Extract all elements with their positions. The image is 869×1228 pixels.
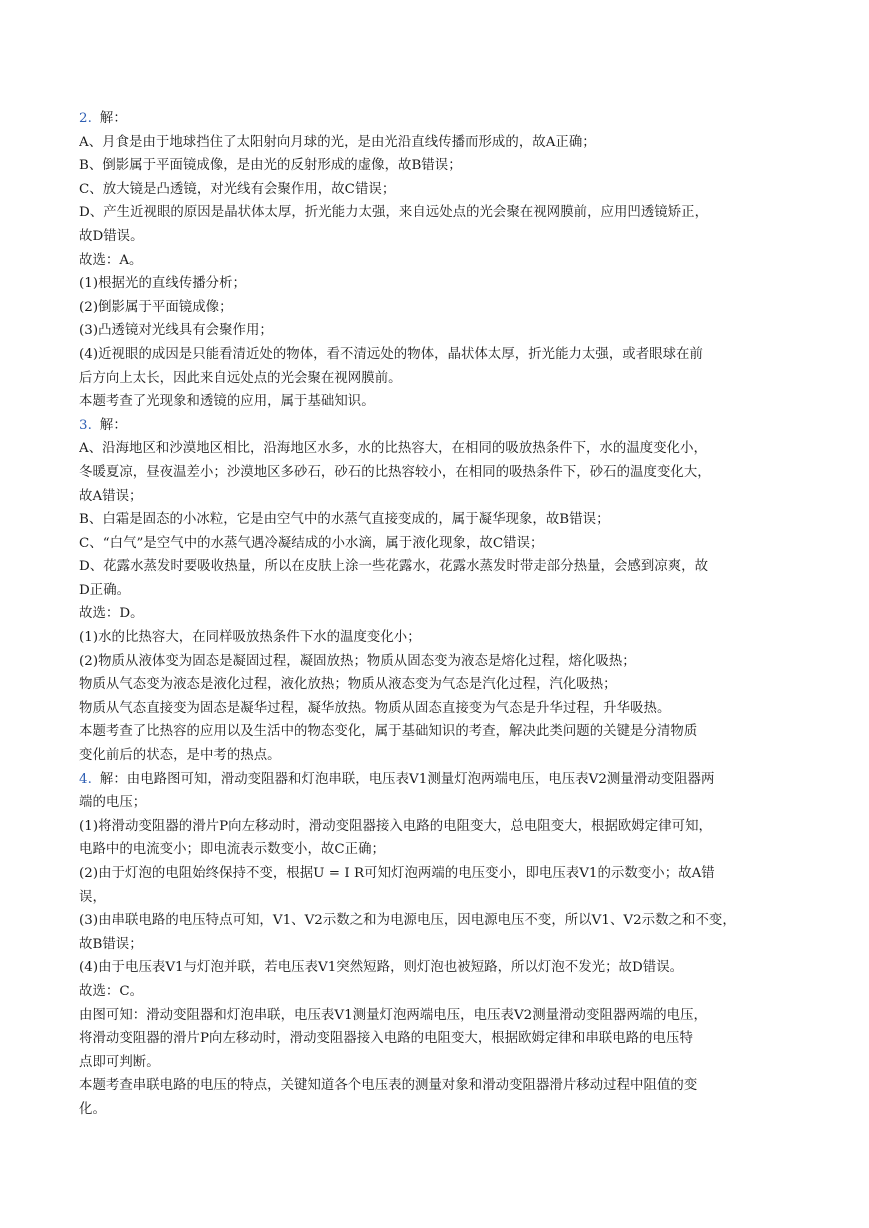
q2-line-4: C、放大镜是凸透镜，对光线有会聚作用，故C错误； — [79, 181, 396, 197]
q3-line-1: 3. 解： — [79, 417, 127, 433]
q3-line-11: (2)物质从液体变为固态是凝固过程，凝固放热；物质从固态变为液态是熔化过程，熔化吸热； — [79, 653, 636, 669]
q4-line-3: (1)将滑动变阻器的滑片P向左移动时，滑动变阻器接入电路的电阻变大，总电阻变大，根据欧姆定律可知， — [79, 818, 713, 834]
q4-line-2: 端的电压； — [79, 795, 147, 811]
question-number: 4. — [79, 771, 92, 787]
q4-line-12: 将滑动变阻器的滑片P向左移动时，滑动变阻器接入电路的电阻变大，根据欧姆定律和串联电路的电压特 — [79, 1031, 693, 1047]
question-4-solution — [79, 768, 793, 1122]
q3-line-5: B、白霜是固态的小冰粒，它是由空气中的水蒸气直接变成的，属于凝华现象，故B错误； — [79, 512, 610, 528]
q3-line-13: 物质从气态直接变为固态是凝华过程，凝华放热。物质从固态直接变为气态是升华过程，升华吸热。 — [79, 700, 671, 716]
q2-line-12: 后方向上太长，因此来自远处点的光会聚在视网膜前。 — [79, 370, 402, 386]
q2-line-9: (2)倒影属于平面镜成像； — [79, 299, 233, 315]
solution-document — [79, 107, 793, 1122]
q3-line-10: (1)水的比热容大，在同样吸放热条件下水的温度变化小； — [79, 630, 421, 646]
question-3-solution — [79, 414, 793, 768]
q3-line-4: 故A错误； — [79, 488, 143, 504]
q3-line-9: 故选：D。 — [79, 606, 144, 622]
q4-line-6: 误， — [79, 889, 106, 905]
question-2-solution — [79, 107, 793, 414]
q2-line-5: D、产生近视眼的原因是晶状体太厚，折光能力太强，来自远处点的光会聚在视网膜前，应用凹透镜矫正， — [79, 205, 709, 221]
q4-line-4: 电路中的电流变小；即电流表示数变小，故C正确； — [79, 842, 385, 858]
q2-line-2: A、月食是由于地球挡住了太阳射向月球的光，是由光沿直线传播而形成的，故A正确； — [79, 134, 596, 150]
q4-line-9: (4)由于电压表V1与灯泡并联，若电压表V1突然短路，则灯泡也被短路，所以灯泡不发光；故D错误。 — [79, 960, 684, 976]
q4-line-10: 故选：C。 — [79, 983, 144, 999]
q2-line-11: (4)近视眼的成因是只能看清近处的物体，看不清远处的物体，晶状体太厚，折光能力太强，或者眼球在前 — [79, 346, 703, 362]
q3-line-2: A、沿海地区和沙漠地区相比，沿海地区水多，水的比热容大，在相同的吸放热条件下，水的温度变化小， — [79, 441, 707, 457]
q4-line-7: (3)由串联电路的电压特点可知，V1、V2示数之和为电源电压，因电源电压不变，所以V1、V2示数之和不变， — [79, 913, 736, 929]
q2-line-1: 2. 解： — [79, 111, 127, 126]
q3-line-8: D正确。 — [79, 582, 131, 598]
q3-line-14: 本题考查了比热容的应用以及生活中的物态变化，属于基础知识的考查，解决此类问题的关键是分清物质 — [79, 724, 698, 740]
q2-line-10: (3)凸透镜对光线具有会聚作用； — [79, 323, 273, 339]
q3-line-3: 冬暖夏凉，昼夜温差小；沙漠地区多砂石，砂石的比热容较小，在相同的吸热条件下，砂石的温度变化大， — [79, 464, 711, 480]
question-number: 2. — [79, 111, 92, 126]
q3-line-7: D、花露水蒸发时要吸收热量，所以在皮肤上涂一些花露水，花露水蒸发时带走部分热量，会感到凉爽，故 — [79, 559, 709, 575]
q2-line-13: 本题考查了光现象和透镜的应用，属于基础知识。 — [79, 394, 375, 410]
q2-line-6: 故D错误。 — [79, 228, 144, 244]
q4-line-5: (2)由于灯泡的电阻始终保持不变，根据U = I R可知灯泡两端的电压变小，即电压表V1的示数变小；故A错 — [79, 866, 715, 881]
q4-line-15: 化。 — [79, 1101, 106, 1117]
q2-line-8: (1)根据光的直线传播分析； — [79, 276, 246, 292]
q4-line-1: 4. 解：由电路图可知，滑动变阻器和灯泡串联，电压表V1测量灯泡两端电压，电压表V2测量滑动变阻器两 — [79, 771, 715, 787]
q2-line-7: 故选：A。 — [79, 252, 143, 268]
q3-line-6: C、“白气”是空气中的水蒸气遇冷凝结成的小水滴，属于液化现象，故C错误； — [79, 535, 544, 551]
q4-line-11: 由图可知：滑动变阻器和灯泡串联，电压表V1测量灯泡两端电压，电压表V2测量滑动变阻器两端的电压， — [79, 1007, 707, 1023]
q4-line-14: 本题考查串联电路的电压的特点，关键知道各个电压表的测量对象和滑动变阻器滑片移动过程中阻值的变 — [79, 1078, 698, 1094]
question-number: 3. — [79, 417, 92, 433]
q2-line-3: B、倒影属于平面镜成像，是由光的反射形成的虚像，故B错误； — [79, 158, 462, 174]
q4-line-8: 故B错误； — [79, 936, 143, 952]
q4-line-13: 点即可判断。 — [79, 1054, 160, 1070]
q3-line-15: 变化前后的状态，是中考的热点。 — [79, 748, 281, 764]
q3-line-12: 物质从气态变为液态是液化过程，液化放热；物质从液态变为气态是汽化过程，汽化吸热； — [79, 677, 617, 693]
